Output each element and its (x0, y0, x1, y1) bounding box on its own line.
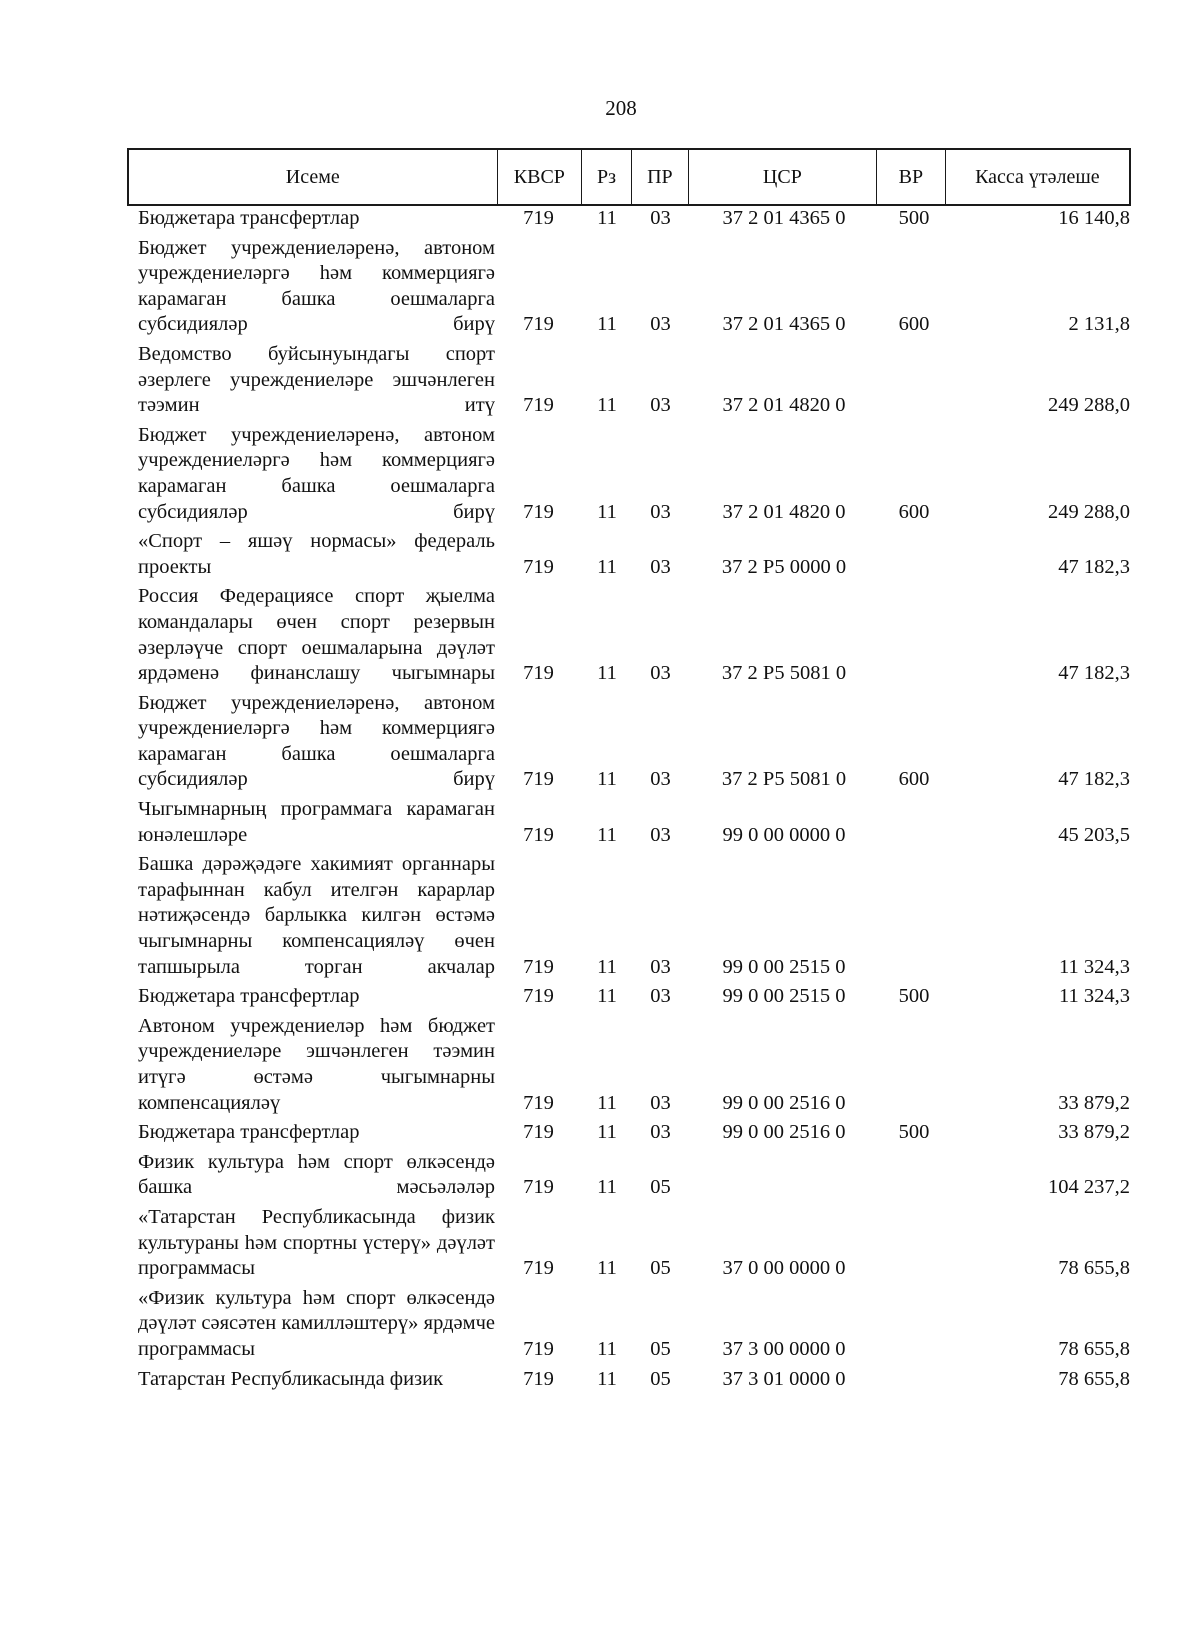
row-amount: 33 879,2 (1058, 1091, 1130, 1114)
row-name: Татарстан Республикасында физик (138, 1367, 444, 1390)
row-pr: 03 (650, 955, 671, 978)
row-kvsr: 719 (523, 500, 554, 523)
row-kvsr: 719 (523, 207, 554, 229)
row-csr: 99 0 00 2516 0 (722, 1091, 846, 1114)
row-csr: 37 2 P5 5081 0 (721, 662, 847, 685)
row-name: Россия Федерациясе спорт җыелма командалары өчен спорт резервын әзерләүче спорт оешмаларына дәүләт ярдәменә финанслашу чыгымнары (138, 585, 495, 685)
row-vr: 600 (898, 313, 930, 336)
row-rz: 11 (597, 1367, 617, 1390)
table-row (138, 529, 1130, 580)
table-row (138, 1150, 1130, 1201)
row-kvsr: 719 (523, 955, 554, 978)
table-row (138, 584, 1130, 686)
row-csr: 37 3 00 0000 0 (722, 1337, 846, 1360)
row-kvsr: 719 (523, 1176, 554, 1199)
row-rz: 11 (597, 394, 617, 417)
table-row (138, 206, 1130, 232)
row-amount: 33 879,2 (1058, 1121, 1130, 1144)
row-csr: 37 2 01 4365 0 (722, 313, 846, 336)
row-rz: 11 (597, 823, 617, 846)
row-csr: 37 2 01 4820 0 (722, 394, 846, 417)
table-row (138, 1205, 1130, 1282)
row-kvsr: 719 (523, 313, 554, 336)
row-amount: 47 182,3 (1058, 662, 1130, 685)
row-kvsr: 719 (523, 985, 554, 1008)
row-csr: 99 0 00 2515 0 (722, 955, 846, 978)
header-amount: Касса үтәлеше (975, 166, 1100, 188)
row-rz: 11 (597, 1091, 617, 1114)
row-csr: 99 0 00 2516 0 (722, 1121, 846, 1144)
row-name: Ведомство буйсынуындагы спорт әзерлеге учреждениеләре эшчәнлеген тәэмин итү (138, 342, 495, 417)
table-row (138, 423, 1130, 525)
row-amount: 78 655,8 (1058, 1337, 1130, 1360)
row-amount: 249 288,0 (1048, 500, 1130, 523)
row-csr: 37 2 P5 5081 0 (721, 768, 847, 791)
row-rz: 11 (597, 1337, 617, 1360)
row-rz: 11 (597, 662, 617, 685)
row-rz: 11 (597, 313, 617, 336)
row-kvsr: 719 (523, 662, 554, 685)
row-pr: 03 (650, 662, 671, 685)
row-rz: 11 (597, 1257, 617, 1280)
row-kvsr: 719 (523, 1257, 554, 1280)
row-kvsr: 719 (523, 1367, 554, 1390)
table-row (138, 797, 1130, 848)
row-name: Бюджет учреждениеләренә, автоном учреждениеләргә һәм коммерциягә карамаган башка оешмаларга субсидияләр бирү (138, 236, 495, 336)
row-pr: 03 (650, 394, 671, 417)
row-kvsr: 719 (523, 555, 554, 578)
table-row (138, 1286, 1130, 1363)
row-kvsr: 719 (523, 1121, 554, 1144)
row-csr: 37 3 01 0000 0 (722, 1367, 846, 1390)
row-name: Бюджет учреждениеләренә, автоном учреждениеләргә һәм коммерциягә карамаган башка оешмаларга субсидияләр бирү (138, 423, 495, 523)
row-vr: 500 (898, 985, 930, 1008)
row-rz: 11 (597, 955, 617, 978)
row-vr: 500 (898, 207, 930, 229)
row-vr: 500 (898, 1121, 930, 1144)
table-body (138, 206, 1130, 1396)
table-row (138, 342, 1130, 419)
row-name: «Татарстан Республикасында физик культураны һәм спортны үстерү» дәүләт программасы (138, 1205, 495, 1280)
row-amount: 78 655,8 (1058, 1257, 1130, 1280)
row-pr: 03 (650, 313, 671, 336)
row-rz: 11 (597, 555, 617, 578)
row-amount: 47 182,3 (1058, 555, 1130, 578)
row-name: Бюджетара трансфертлар (138, 985, 360, 1008)
row-rz: 11 (597, 985, 617, 1008)
header-csr: ЦСР (689, 150, 877, 204)
row-pr: 05 (650, 1337, 671, 1360)
row-name: Чыгымнарның программага карамаган юнәлешләре (138, 798, 495, 846)
row-csr: 37 2 01 4820 0 (722, 500, 846, 523)
row-csr: 37 2 01 4365 0 (722, 207, 846, 229)
row-pr: 03 (650, 823, 671, 846)
row-pr: 03 (650, 1121, 671, 1144)
row-rz: 11 (597, 500, 617, 523)
row-kvsr: 719 (523, 823, 554, 846)
row-name: Физик культура һәм спорт өлкәсендә башка мәсьәләләр (138, 1150, 495, 1199)
row-name: Бюджетара трансфертлар (138, 207, 360, 229)
row-name: «Физик культура һәм спорт өлкәсендә дәүләт сәясәтен камилләштерү» ярдәмче программасы (138, 1286, 495, 1360)
row-amount: 104 237,2 (1048, 1176, 1130, 1199)
row-amount: 16 140,8 (1058, 207, 1130, 229)
table-row (138, 984, 1130, 1010)
header-pr: ПР (632, 150, 689, 204)
row-name: «Спорт – яшәү нормасы» федераль проекты (138, 530, 495, 578)
row-pr: 05 (650, 1367, 671, 1390)
row-pr: 03 (650, 1091, 671, 1114)
row-name: Автоном учреждениеләр һәм бюджет учреждениеләре эшчәнлеген тәэмин итүгә өстәмә чыгымнарны компенсацияләү (138, 1014, 495, 1114)
row-amount: 47 182,3 (1058, 768, 1130, 791)
table-header (127, 148, 1131, 206)
header-name: Исеме (129, 150, 498, 204)
table-row (138, 1014, 1130, 1116)
row-amount: 11 324,3 (1059, 985, 1130, 1008)
row-kvsr: 719 (523, 768, 554, 791)
table-row (138, 236, 1130, 338)
header-kvsr: КВСР (498, 150, 583, 204)
row-amount: 249 288,0 (1048, 394, 1130, 417)
row-amount: 2 131,8 (1068, 313, 1130, 336)
row-kvsr: 719 (523, 1337, 554, 1360)
row-kvsr: 719 (523, 394, 554, 417)
row-csr: 99 0 00 2515 0 (722, 985, 846, 1008)
row-amount: 45 203,5 (1058, 823, 1130, 846)
table-row (138, 1367, 1130, 1393)
row-pr: 03 (650, 555, 671, 578)
row-name: Бюджетара трансфертлар (138, 1121, 360, 1144)
row-pr: 03 (650, 500, 671, 523)
row-rz: 11 (597, 1121, 617, 1144)
row-pr: 05 (650, 1257, 671, 1280)
table-row (138, 691, 1130, 793)
row-pr: 03 (650, 985, 671, 1008)
row-pr: 03 (650, 768, 671, 791)
header-rz: Рз (582, 150, 632, 204)
row-pr: 03 (650, 207, 671, 229)
row-amount: 78 655,8 (1058, 1367, 1130, 1390)
row-vr: 600 (898, 500, 930, 523)
row-rz: 11 (597, 1176, 617, 1199)
page-number: 208 (605, 96, 637, 120)
row-amount: 11 324,3 (1059, 955, 1130, 978)
row-rz: 11 (597, 207, 617, 229)
row-csr: 37 2 P5 0000 0 (721, 555, 847, 578)
row-vr: 600 (898, 768, 930, 791)
row-name: Башка дәрәҗәдәге хакимият органнары тарафыннан кабул ителгән карарлар нәтиҗәсендә барлыкка килгән өстәмә чыгымнарны компенсацияләү өчен тапшырыла торган акчалар (138, 853, 495, 978)
row-pr: 05 (650, 1176, 671, 1199)
row-kvsr: 719 (523, 1091, 554, 1114)
row-name: Бюджет учреждениеләренә, автоном учреждениеләргә һәм коммерциягә карамаган башка оешмаларга субсидияләр бирү (138, 691, 495, 791)
row-csr: 99 0 00 0000 0 (722, 823, 846, 846)
header-vr: ВР (877, 150, 946, 204)
row-csr: 37 0 00 0000 0 (722, 1257, 846, 1280)
table-row (138, 852, 1130, 980)
row-rz: 11 (597, 768, 617, 791)
table-row (138, 1120, 1130, 1146)
